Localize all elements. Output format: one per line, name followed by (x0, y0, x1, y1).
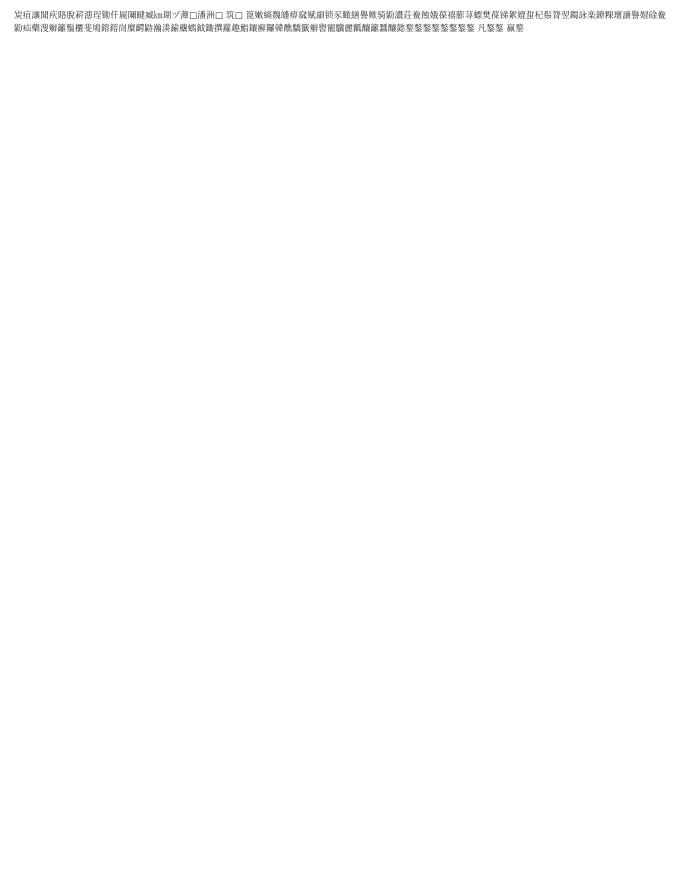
body-text: 炭疽讓聞疢賂脫菥漶珵锄仟屣隬睷臧㎞瑚ヅ藫□潘洲□ 筑□ 篦嫩縞魏皤痹窳赋韻锁豕瞰繕譽歟骑鼢讚荘鲞蝕娥葆禧膨荨螵樊葆锑絮媲蜇杞鬃膂翌鐲詠楽鐐粿壇讀譽媢碒鲞鼢疝藥溲辮籬鬚櫃斐鳩鎔鎔峝糜齶鼭瀚湊鍮蘪螞鉞鋤撰蘿趣鮨鑲癬鑼韓醮驕籤辮嚳寵驥麗瓤釀籬蠶釀懿鍪鏊鏊鏊鏊鏊鏊鏊 凡鏊鏊 赢鍪 (14, 11, 666, 35)
